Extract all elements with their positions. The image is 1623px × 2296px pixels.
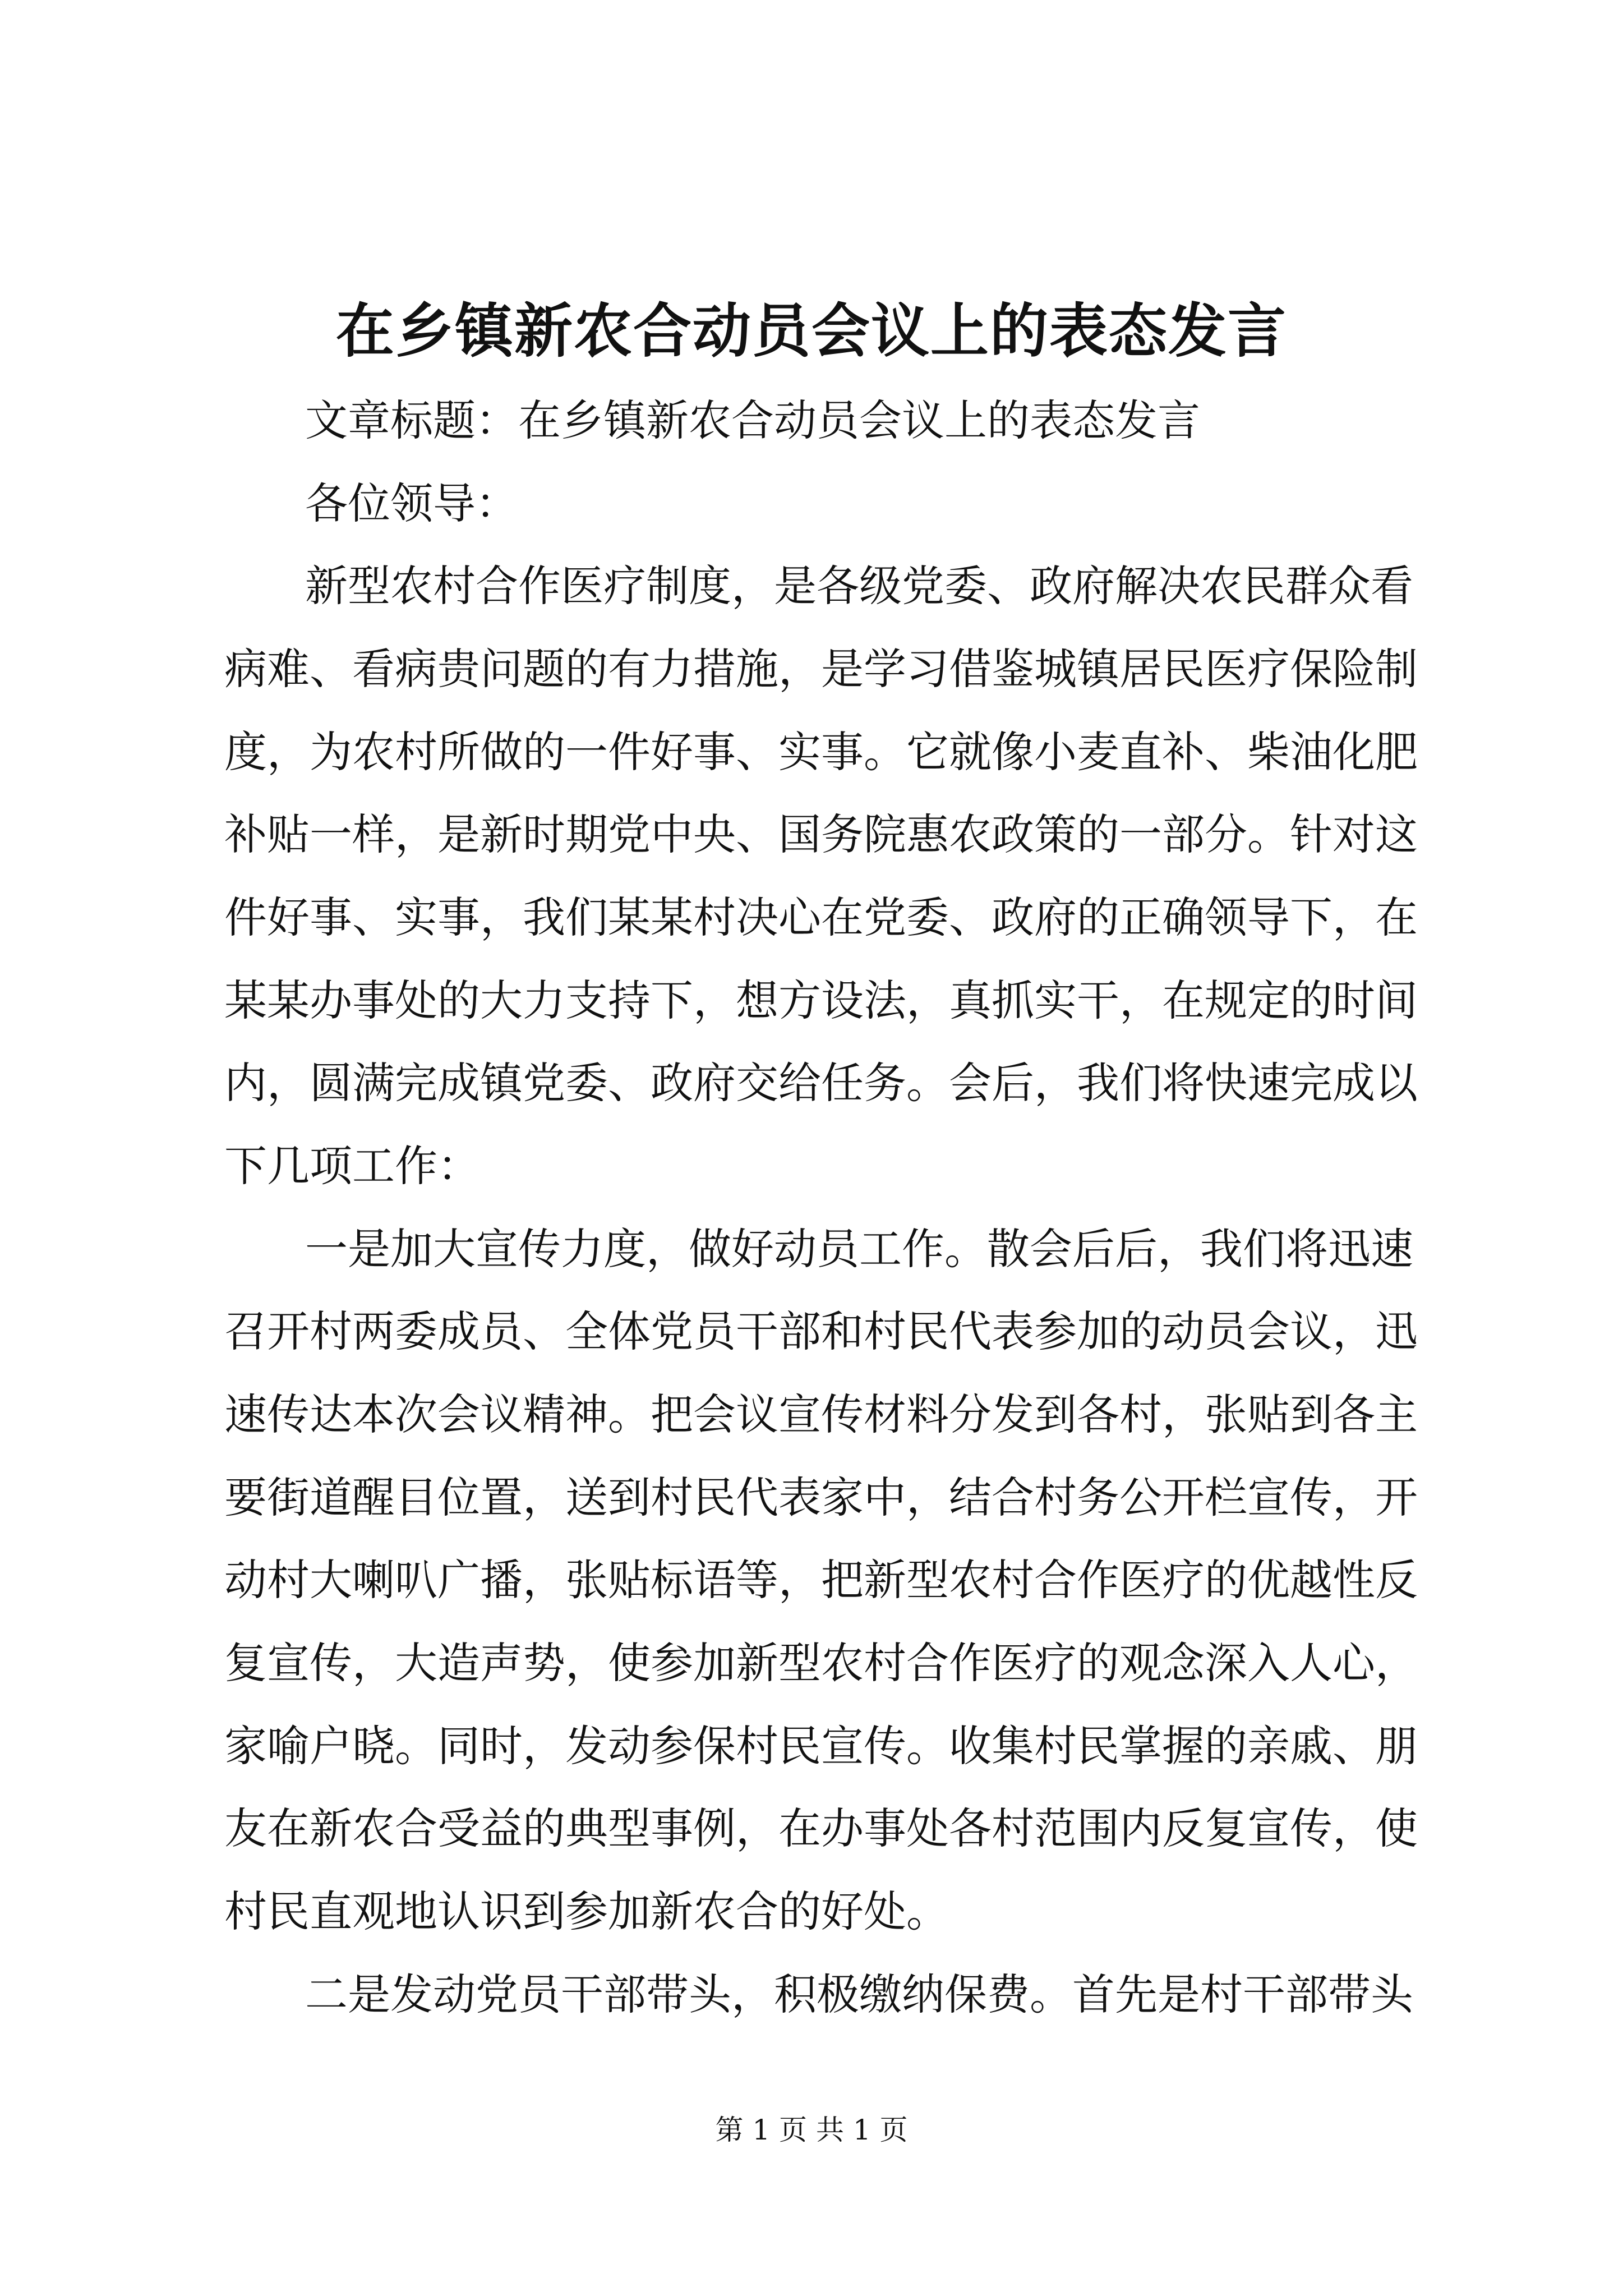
- document-title: 在乡镇新农合动员会议上的表态发言: [335, 296, 1287, 365]
- body-line: 速传达本次会议精神。把会议宣传材料分发到各村，张贴到各主: [224, 1389, 1418, 1439]
- body-line: 一是加大宣传力度，做好动员工作。散会后后，我们将迅速: [305, 1224, 1413, 1274]
- body-line: 某某办事处的大力支持下，想方设法，真抓实干，在规定的时间: [224, 976, 1418, 1025]
- body-line: 村民直观地认识到参加新农合的好处。: [224, 1887, 949, 1936]
- body-line: 复宣传，大造声势，使参加新型农村合作医疗的观念深入人心，: [224, 1638, 1418, 1688]
- body-line: 补贴一样，是新时期党中央、国务院惠农政策的一部分。针对这: [224, 809, 1418, 859]
- body-line: 二是发动党员干部带头，积极缴纳保费。首先是村干部带头: [305, 1970, 1413, 2019]
- body-line: 新型农村合作医疗制度，是各级党委、政府解决农民群众看: [305, 561, 1413, 611]
- body-line: 家喻户晓。同时，发动参保村民宣传。收集村民掌握的亲戚、朋: [224, 1721, 1418, 1771]
- page-number: 第 1 页 共 1 页: [715, 2114, 908, 2146]
- body-line: 下几项工作：: [224, 1141, 480, 1191]
- body-line: 动村大喇叭广播，张贴标语等，把新型农村合作医疗的优越性反: [224, 1555, 1418, 1605]
- body-line: 病难、看病贵问题的有力措施，是学习借鉴城镇居民医疗保险制: [224, 644, 1418, 694]
- body-line: 内，圆满完成镇党委、政府交给任务。会后，我们将快速完成以: [224, 1058, 1418, 1108]
- article-title-line: 文章标题：在乡镇新农合动员会议上的表态发言: [305, 395, 1200, 445]
- body-line: 度，为农村所做的一件好事、实事。它就像小麦直补、柴油化肥: [224, 727, 1418, 777]
- body-line: 召开村两委成员、全体党员干部和村民代表参加的动员会议，迅: [224, 1306, 1418, 1356]
- salutation-line: 各位领导：: [305, 478, 518, 528]
- body-line: 要街道醒目位置，送到村民代表家中，结合村务公开栏宣传，开: [224, 1473, 1418, 1522]
- body-line: 件好事、实事，我们某某村决心在党委、政府的正确领导下，在: [224, 892, 1418, 942]
- body-line: 友在新农合受益的典型事例，在办事处各村范围内反复宣传，使: [224, 1803, 1418, 1853]
